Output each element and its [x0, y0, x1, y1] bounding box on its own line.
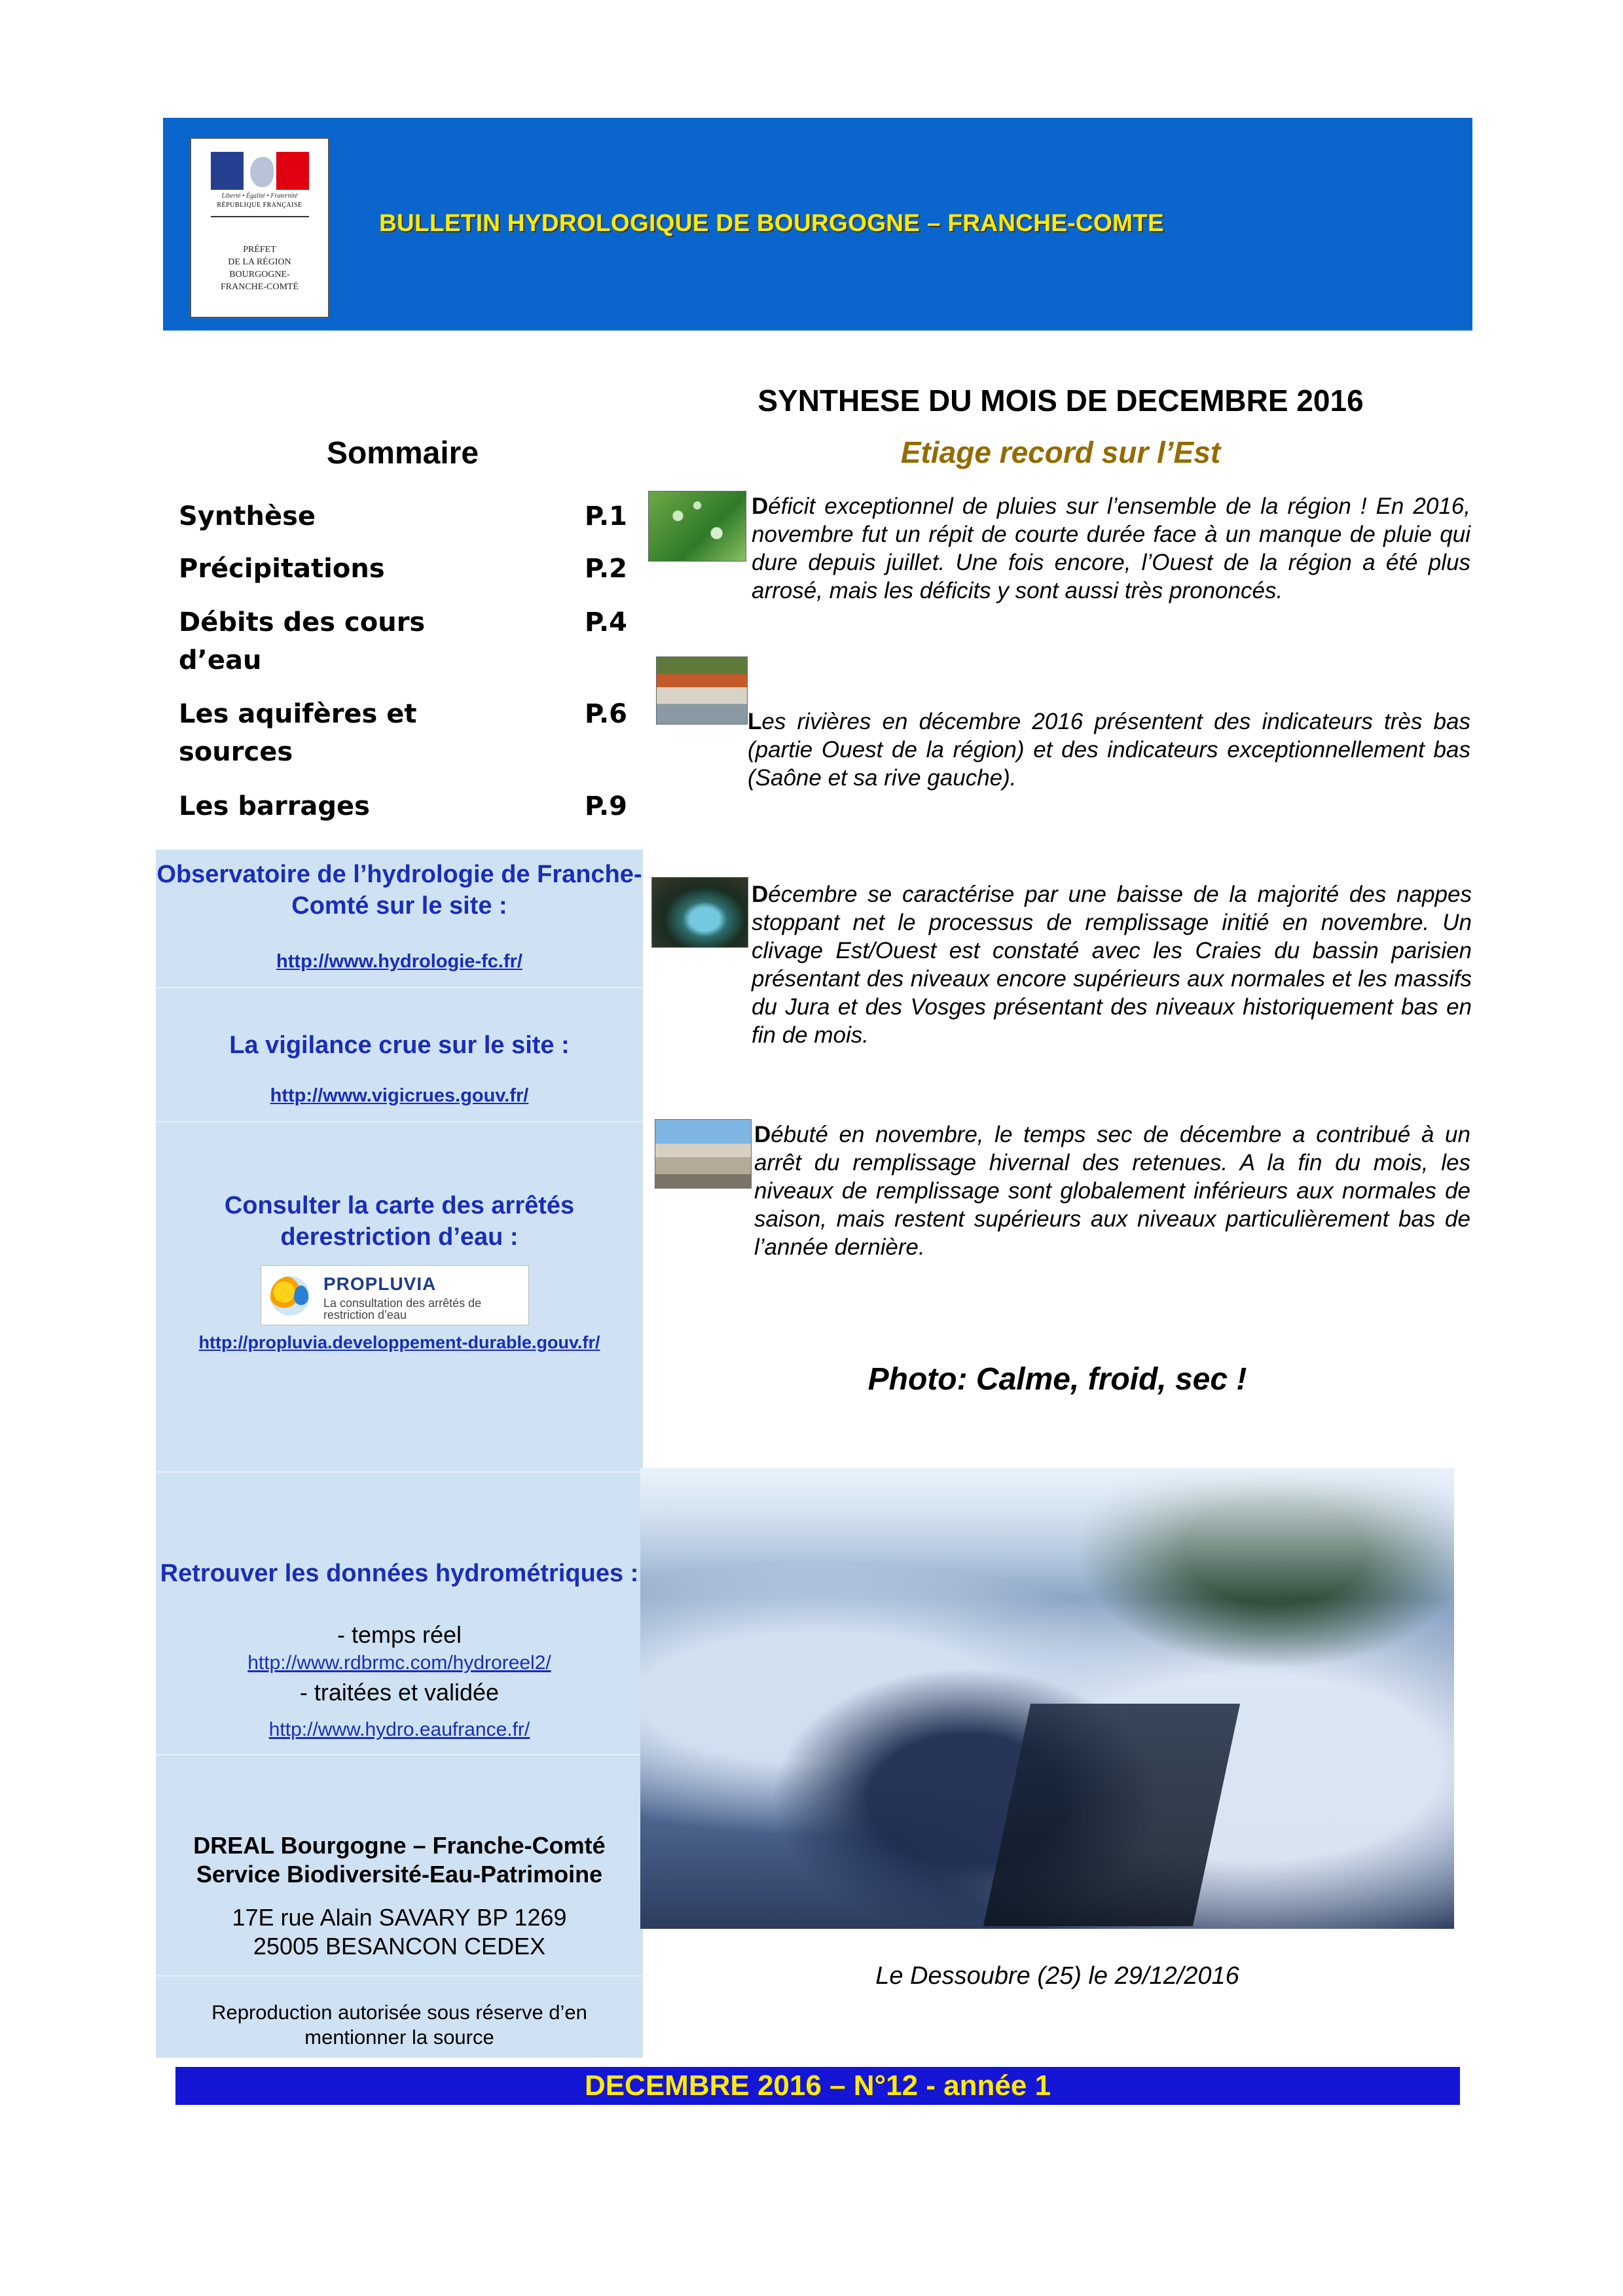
info-panel: [156, 850, 643, 2058]
donnees-title: Retrouver les données hydrométriques :: [160, 1560, 639, 1587]
para-nappes: [752, 880, 1472, 1049]
address-line-2: 25005 BESANCON CEDEX: [253, 1933, 546, 1960]
toc-page: P.6: [585, 699, 627, 729]
frosty-river-photo: [640, 1468, 1454, 1929]
toc-item-synthese[interactable]: [179, 497, 637, 535]
traitees-label: - traitées et validée: [299, 1679, 500, 1706]
toc-item-barrages[interactable]: [179, 787, 637, 825]
reproduction-note: Reproduction autorisée sous réserve d’en mentionner la source: [211, 2001, 587, 2049]
vigilance-title: La vigilance crue sur le site :: [229, 1031, 570, 1059]
photo-title: Photo: Calme, froid, sec !: [867, 1362, 1247, 1397]
toc-item-aquiferes[interactable]: [179, 695, 637, 771]
dreal-name: DREAL Bourgogne – Franche-Comté: [193, 1832, 606, 1859]
para-text: ébuté en novembre, le temps sec de décembre a contribué à un arrêt du remplissage hivernal des retenues. A la fin du mois, les niveaux de remplissage sont globalement inférieurs aux normales de saison, mais restent supérieurs aux niveaux particulièrement bas de l’année dernière.: [754, 1122, 1470, 1260]
footer-issue-banner: [175, 2067, 1460, 2105]
logo-prefet: PRÉFET DE LA RÉGION BOURGOGNE- FRANCHE-COMTÉ: [220, 245, 299, 292]
toc-label: Débits des cours d’eau: [179, 607, 426, 675]
propluvia-name: PROPLUVIA: [323, 1274, 437, 1294]
toc-page: P.2: [585, 554, 627, 584]
bulletin-title: BULLETIN HYDROLOGIQUE DE BOURGOGNE – FRANCHE-COMTE: [379, 209, 1165, 236]
para-text: écembre se caractérise par une baisse de la majorité des nappes stoppant net le processus de remplissage initié en novembre. Un clivage Est/Ouest est constaté avec les Craies du bassin parisien présentant des niveaux encore supérieurs aux normales et les massifs du Jura et des Vosges présentant des niveaux historiquement bas en fin de mois.: [752, 882, 1472, 1048]
para-barrages: [754, 1121, 1470, 1261]
toc-page: P.9: [585, 791, 627, 821]
flag-icon: [211, 152, 309, 190]
propluvia-logo[interactable]: [261, 1265, 529, 1325]
river-thumbnail: [656, 656, 748, 725]
para-precipitations: [752, 492, 1470, 605]
toc-label: Synthèse: [179, 501, 316, 531]
carte-title: Consulter la carte des arrêtés derestriction d’eau :: [224, 1192, 575, 1251]
toc-item-debits[interactable]: [179, 603, 637, 679]
para-text: es rivières en décembre 2016 présentent des indicateurs très bas (partie Ouest de la région) et des indicateurs exceptionnellement bas (Saône et sa rive gauche).: [748, 709, 1470, 791]
vigilance-link[interactable]: http://www.vigicrues.gouv.fr/: [270, 1085, 529, 1106]
toc-label: Précipitations: [179, 554, 385, 584]
photo-caption: Le Dessoubre (25) le 29/12/2016: [875, 1962, 1239, 1990]
cave-thumbnail: [651, 877, 748, 948]
toc-item-precipitations[interactable]: [179, 550, 637, 588]
synthese-title: SYNTHESE DU MOIS DE DECEMBRE 2016: [757, 384, 1364, 418]
observatoire-link[interactable]: http://www.hydrologie-fc.fr/: [276, 951, 522, 972]
propluvia-subtitle: La consultation des arrêtés de restriction d’eau: [323, 1297, 482, 1321]
dropcap: D: [754, 1122, 771, 1147]
temps-reel-label: - temps réel: [337, 1621, 462, 1648]
dreal-service: Service Biodiversité-Eau-Patrimoine: [196, 1861, 603, 1888]
observatoire-title: Observatoire de l’hydrologie de Franche-Comté sur le site :: [156, 861, 642, 920]
dropcap: D: [752, 882, 769, 907]
footer-month: DECEMBRE: [584, 2070, 750, 2102]
logo-republique: RÉPUBLIQUE FRANÇAISE: [217, 202, 302, 209]
dropcap: L: [748, 709, 762, 734]
propluvia-link[interactable]: http://propluvia.developpement-durable.gouv.fr/: [198, 1333, 600, 1352]
rain-drops-thumbnail: [648, 491, 746, 562]
temps-reel-link[interactable]: http://www.rdbrmc.com/hydroreel2/: [247, 1652, 551, 1674]
logo-devise: Liberté • Égalité • Fraternité: [221, 192, 298, 200]
toc-label: Les aquifères et sources: [179, 699, 417, 767]
toc-page: P.4: [585, 607, 627, 637]
prefecture-logo: [190, 137, 329, 318]
drop-icon: [294, 1285, 308, 1305]
toc-page: P.1: [585, 501, 627, 531]
synthese-subtitle: Etiage record sur l’Est: [900, 435, 1221, 469]
para-rivieres: [748, 708, 1470, 792]
sommaire-title: Sommaire: [326, 436, 479, 471]
dropcap: D: [752, 493, 769, 519]
footer-issue: 2016 – N°12 - année 1: [749, 2070, 1051, 2102]
address-line-1: 17E rue Alain SAVARY BP 1269: [232, 1904, 567, 1931]
dam-thumbnail: [655, 1119, 752, 1189]
header-banner: [163, 118, 1472, 331]
toc-label: Les barrages: [179, 791, 370, 821]
traitees-link[interactable]: http://www.hydro.eaufrance.fr/: [268, 1719, 530, 1740]
para-text: éficit exceptionnel de pluies sur l’ensemble de la région ! En 2016, novembre fut un répit de courte durée face à un manque de pluie qui dure depuis juillet. Une fois encore, l’Ouest de la région a été plus arrosé, mais les déficits y sont aussi très prononcés.: [752, 493, 1470, 603]
